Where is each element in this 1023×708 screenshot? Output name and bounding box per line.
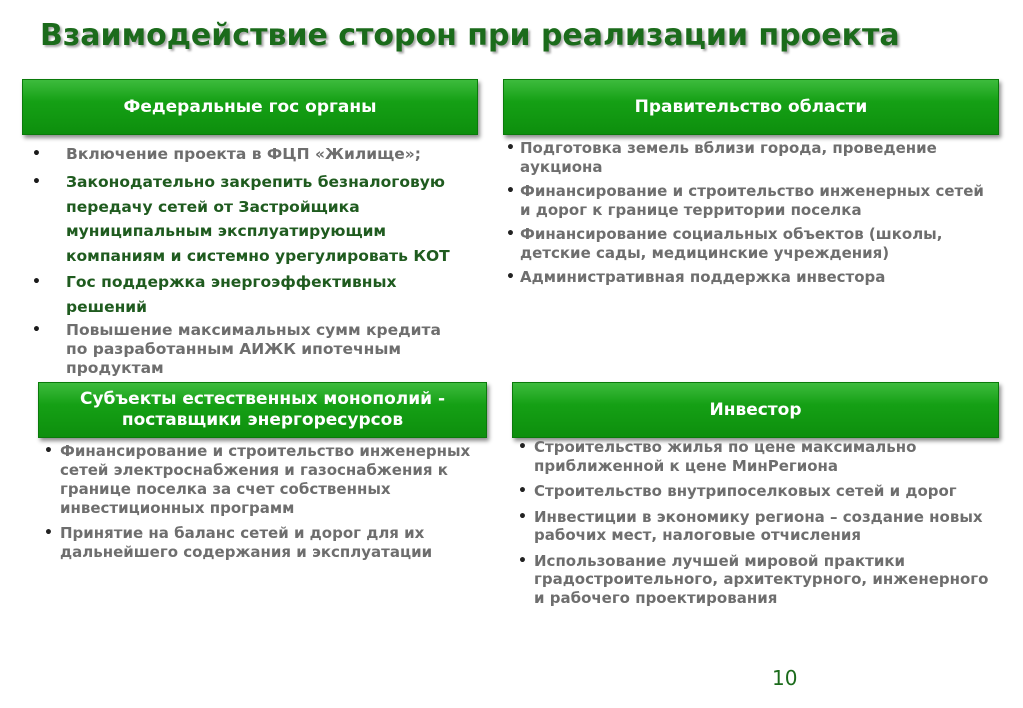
bullet-icon: • bbox=[518, 483, 527, 499]
header-investor bbox=[512, 382, 999, 438]
bullet-icon: • bbox=[506, 183, 515, 199]
list-item: • Повышение максимальных сумм кредита по разработанным АИЖК ипотечным продуктам bbox=[32, 321, 441, 377]
bullet-icon: • bbox=[32, 322, 41, 338]
bullet-icon: • bbox=[44, 525, 53, 541]
bullet-icon: • bbox=[32, 274, 41, 290]
list-investor bbox=[518, 438, 1004, 614]
bullet-icon: • bbox=[518, 552, 527, 569]
header-federal-agencies bbox=[22, 79, 478, 135]
bullet-icon: • bbox=[44, 443, 53, 459]
list-item: • Административная поддержка инвестора bbox=[506, 268, 886, 286]
list-item: • Включение проекта в ФЦП «Жилище»; bbox=[32, 145, 421, 163]
header-monopolies-line1: Субъекты естественных монополий - bbox=[79, 389, 446, 409]
header-monopolies-line2: поставщики энергоресурсов bbox=[121, 410, 404, 430]
slide-title: Взаимодействие сторон при реализации проекта bbox=[40, 18, 900, 53]
bullet-icon: • bbox=[506, 226, 515, 242]
list-item: • Использование лучшей мировой практики градостроительного, архитектурного, инженерного и рабочего проектирования bbox=[518, 551, 989, 607]
list-item: • Инвестиции в экономику региона – создание новых рабочих мест, налоговые отчисления bbox=[518, 507, 983, 544]
header-federal-label: Федеральные гос органы bbox=[123, 96, 377, 117]
list-item: • Гос поддержка энергоэффективных решений bbox=[66, 270, 466, 319]
bullet-icon: • bbox=[32, 174, 41, 190]
list-item: • Принятие на баланс сетей и дорог для их дальнейшего содержания и эксплуатации bbox=[44, 524, 433, 561]
bullet-icon: • bbox=[518, 508, 527, 525]
bullet-icon: • bbox=[506, 269, 515, 285]
list-item: • Финансирование и строительство инженерных сетей и дорог к границе территории поселка bbox=[506, 182, 984, 219]
header-government-label: Правительство области bbox=[634, 96, 868, 117]
list-item: • Строительство жилья по цене максимально приближенной к цене МинРегиона bbox=[518, 438, 917, 475]
list-item: • Финансирование социальных объектов (школы, детские сады, медицинские учреждения) bbox=[506, 225, 943, 262]
bullet-icon: • bbox=[506, 140, 515, 156]
page-number: 10 bbox=[772, 666, 798, 690]
list-monopolies bbox=[44, 442, 480, 568]
header-natural-monopolies bbox=[38, 382, 487, 438]
list-item: • Финансирование и строительство инженерных сетей электроснабжения и газоснабжения к границе поселка за счет собственных инвестиционных программ bbox=[44, 442, 471, 517]
bullet-icon: • bbox=[518, 439, 527, 455]
header-regional-government bbox=[503, 79, 999, 135]
list-item: • Законодательно закрепить безналоговую передачу сетей от Застройщика муниципальным эксплуатирующим компаниям и системно урегулировать КОТ bbox=[66, 170, 466, 268]
list-item: • Подготовка земель вблизи города, проведение аукциона bbox=[506, 139, 937, 176]
list-federal bbox=[32, 145, 466, 384]
list-government bbox=[506, 139, 995, 293]
bullet-icon: • bbox=[32, 146, 41, 162]
list-item: • Строительство внутрипоселковых сетей и дорог bbox=[518, 482, 957, 500]
header-investor-label: Инвестор bbox=[709, 399, 802, 420]
